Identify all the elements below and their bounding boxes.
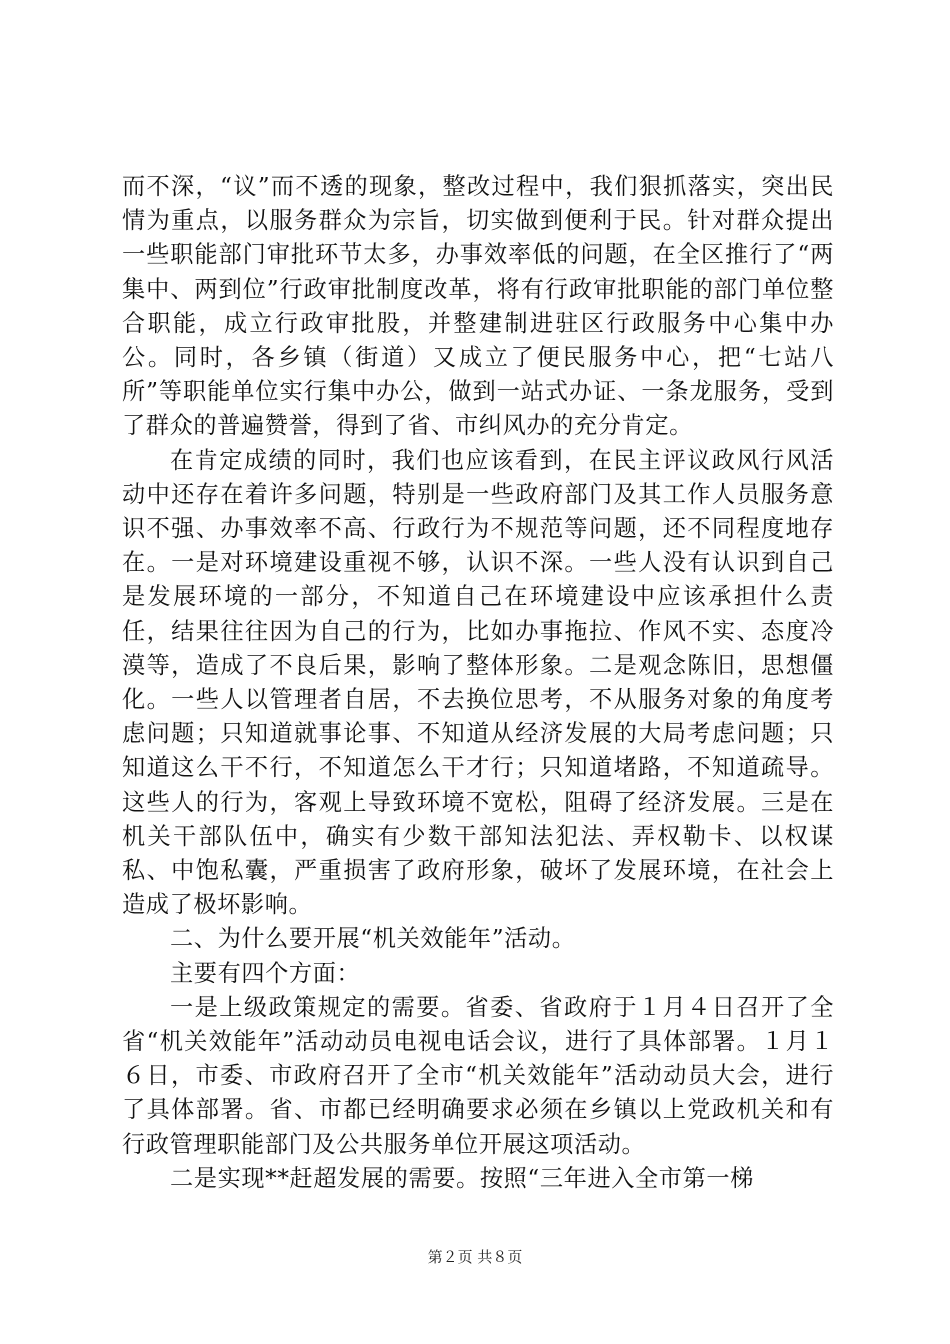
paragraph-continuation: 而不深，“议”而不透的现象，整改过程中，我们狠抓落实，突出民情为重点，以服务群众为宗旨，切实做到便利于民。针对群众提出一些职能部门审批环节太多，办事效率低的问题，在全区推行了“两集中、两到位”行政审批制度改革，将有行政审批职能的部门单位整合职能，成立行政审批股，并整建制进驻区行政服务中心集中办公。同时，各乡镇（街道）又成立了便民服务中心，把“七站八所”等职能单位实行集中办公，做到一站式办证、一条龙服务，受到了群众的普遍赞誉，得到了省、市纠风办的充分肯定。 [122,173,834,440]
paragraph-intro: 主要有四个方面： [170,959,361,987]
paragraph-problems: 在肯定成绩的同时，我们也应该看到，在民主评议政风行风活动中还存在着许多问题，特别是一些政府部门及其工作人员服务意识不强、办事效率不高、行政行为不规范等问题，还不同程度地存在。一是对环境建设重视不够，认识不深。一些人没有认识到自己是发展环境的一部分，不知道自己在环境建设中应该承担什么责任，结果往往因为自己的行为，比如办事拖拉、作风不实、态度冷漠等，造成了不良后果，影响了整体形象。二是观念陈旧，思想僵化。一些人以管理者自居，不去换位思考，不从服务对象的角度考虑问题；只知道就事论事、不知道从经济发展的大局考虑问题；只知道这么干不行，不知道怎么干才行；只知道堵路，不知道疏导。这些人的行为，客观上导致环境不宽松，阻碍了经济发展。三是在机关干部队伍中，确实有少数干部知法犯法、弄权勒卡、以权谋私、中饱私囊，严重损害了政府形象，破坏了发展环境，在社会上造成了极坏影响。 [122,446,834,919]
section-heading: 二、为什么要开展“机关效能年”活动。 [170,925,576,953]
page-footer: 第２页 共８页 [427,1248,523,1266]
paragraph-reason-two: 二是实现**赶超发展的需要。按照“三年进入全市第一梯 [170,1164,754,1192]
paragraph-reason-one: 一是上级政策规定的需要。省委、省政府于１月４日召开了全省“机关效能年”活动动员电视电话会议，进行了具体部署。１月１６日，市委、市政府召开了全市“机关效能年”活动动员大会，进行了具体部署。省、市都已经明确要求必须在乡镇以上党政机关和有行政管理职能部门及公共服务单位开展这项活动。 [122,993,834,1158]
document-body [122,170,834,1196]
